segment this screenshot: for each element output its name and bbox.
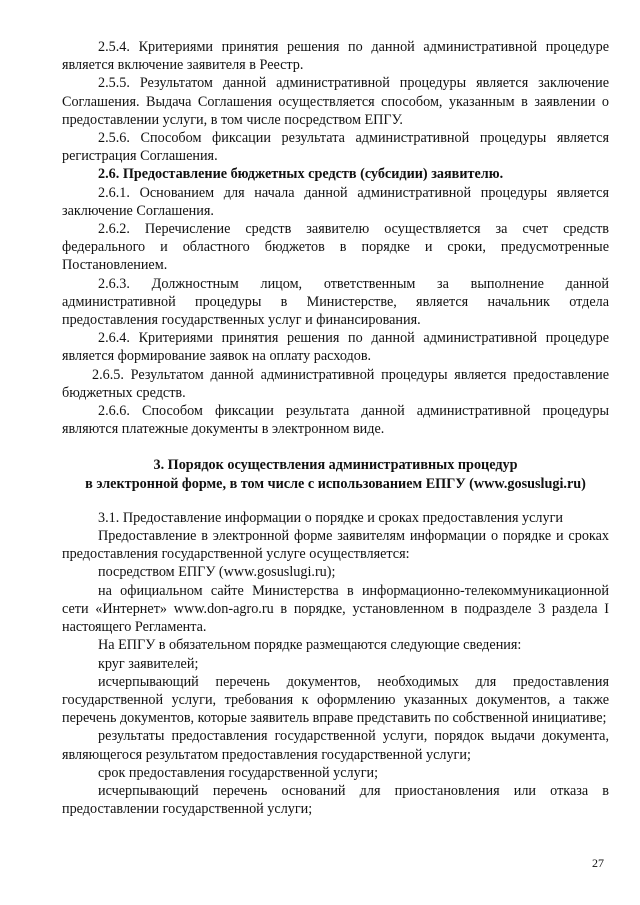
paragraph-3-1: 3.1. Предоставление информации о порядке и сроках предоставления услуги [98,509,564,526]
paragraph-epgu-info: На ЕПГУ в обязательном порядке размещаются следующие сведения: [98,637,522,654]
list-item-term: срок предоставления государственной услуги; [98,764,379,781]
spacer [62,493,609,509]
section-3-title-line2: в электронной форме, в том числе с использованием ЕПГУ (www.gosuslugi.ru) [85,475,586,492]
list-item-official-site: на официальном сайте Министерства в информационно-телекоммуникационной сети «Интернет» www.don-agro.ru в порядке, установленном в подразделе 3 раздела I настоящего Регламента. [62,582,609,636]
list-item-grounds: исчерпывающий перечень оснований для приостановления или отказа в предоставлении государственной услуги; [62,782,609,818]
paragraph-2-6-1: 2.6.1. Основанием для начала данной административной процедуры является заключение Соглашения. [62,184,609,219]
document-body [62,38,609,818]
paragraph-electronic-info: Предоставление в электронной форме заявителям информации о порядке и сроках предоставления государственной услуге осуществляется: [62,528,609,563]
heading-2-6: 2.6. Предоставление бюджетных средств (субсидии) заявителю. [98,166,504,183]
paragraph-2-6-4: 2.6.4. Критериями принятия решения по данной административной процедуре является формирование заявок на оплату расходов. [62,330,609,365]
paragraph-2-5-5: 2.5.5. Результатом данной административной процедуры является заключение Соглашения. Выдача Соглашения осуществляется способом, указанным в заявлении о предоставлении услуги, в том числе посредством ЕПГУ. [62,75,609,128]
list-item-epgu: посредством ЕПГУ (www.gosuslugi.ru); [98,564,336,581]
list-item-applicants: круг заявителей; [98,655,199,672]
paragraph-2-5-6: 2.5.6. Способом фиксации результата административной процедуры является регистрация Соглашения. [62,130,609,165]
page-number: 27 [592,856,604,870]
spacer [62,438,609,456]
list-item-documents: исчерпывающий перечень документов, необходимых для предоставления государственной услуги, требования к оформлению указанных документов, а также перечень документов, которые заявитель вправе представить по собственной инициативе; [62,673,609,727]
list-item-results: результаты предоставления государственной услуги, порядок выдачи документа, являющегося результатом предоставления государственной услуги; [62,728,609,763]
paragraph-2-6-3: 2.6.3. Должностным лицом, ответственным за выполнение данной административной процедуры в Министерстве, является начальник отдела предоставления государственных услуг и финансирования. [62,275,609,329]
paragraph-2-6-5: 2.6.5. Результатом данной административной процедуры является предоставление бюджетных средств. [62,366,609,401]
paragraph-2-6-2: 2.6.2. Перечисление средств заявителю осуществляется за счет средств федерального и областного бюджетов в порядке и сроки, предусмотренные Постановлением. [62,221,609,274]
paragraph-2-5-4: 2.5.4. Критериями принятия решения по данной административной процедуре является включение заявителя в Реестр. [62,39,609,74]
paragraph-2-6-6: 2.6.6. Способом фиксации результата данной административной процедуры являются платежные документы в электронном виде. [62,403,609,438]
section-3-title-line1: 3. Порядок осуществления административных процедур [153,457,518,474]
